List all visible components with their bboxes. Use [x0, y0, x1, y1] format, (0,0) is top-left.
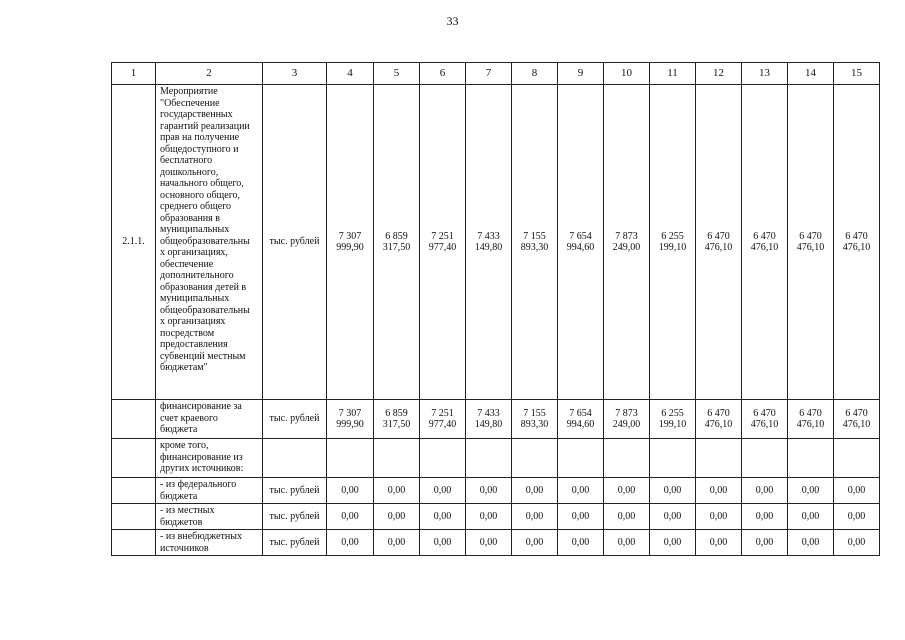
row-code: [112, 400, 156, 439]
value-cell: 7 654 994,60: [558, 400, 604, 439]
value-cell: 0,00: [742, 530, 788, 556]
value-cell: 0,00: [558, 504, 604, 530]
column-header: 11: [650, 63, 696, 85]
value-cell: [466, 439, 512, 478]
table-row: [112, 400, 880, 439]
value-cell: 6 470 476,10: [788, 85, 834, 400]
value-cell: 7 251 977,40: [420, 400, 466, 439]
value-cell: 6 859 317,50: [374, 85, 420, 400]
row-unit: [263, 439, 327, 478]
value-cell: 0,00: [696, 530, 742, 556]
value-cell: 0,00: [512, 530, 558, 556]
table-row: [112, 439, 880, 478]
value-cell: 7 433 149,80: [466, 400, 512, 439]
value-cell: 6 470 476,10: [788, 400, 834, 439]
value-cell: 0,00: [788, 530, 834, 556]
value-cell: 0,00: [696, 504, 742, 530]
value-cell: 7 873 249,00: [604, 85, 650, 400]
value-cell: 0,00: [512, 504, 558, 530]
value-cell: 0,00: [466, 478, 512, 504]
value-cell: 0,00: [604, 530, 650, 556]
value-cell: 6 470 476,10: [834, 85, 880, 400]
table-row: [112, 85, 880, 400]
value-cell: 0,00: [374, 504, 420, 530]
value-cell: 0,00: [420, 478, 466, 504]
row-name: - из местных бюджетов: [156, 504, 263, 530]
row-name: - из внебюджетных источников: [156, 530, 263, 556]
value-cell: 0,00: [466, 504, 512, 530]
value-cell: 6 470 476,10: [696, 400, 742, 439]
value-cell: 6 255 199,10: [650, 85, 696, 400]
value-cell: 7 155 893,30: [512, 400, 558, 439]
column-header: 1: [112, 63, 156, 85]
row-code: [112, 504, 156, 530]
row-name: финансирование за счет краевого бюджета: [156, 400, 263, 439]
value-cell: 0,00: [650, 530, 696, 556]
value-cell: 0,00: [420, 504, 466, 530]
value-cell: 7 433 149,80: [466, 85, 512, 400]
row-name: Мероприятие "Обеспечение государственных гарантий реализации прав на получение общедоступного и бесплатного дошкольного, начального общего, основного общего, среднего общего образования в муниципальных общеобразовательны х организациях, обеспечение дополнительного образования детей в муниципальных общеобразовательны х организациях посредством предоставления субвенций местным бюджетам": [156, 85, 263, 400]
value-cell: 6 470 476,10: [696, 85, 742, 400]
row-name: кроме того, финансирование из других источников:: [156, 439, 263, 478]
value-cell: 0,00: [834, 478, 880, 504]
column-header: 9: [558, 63, 604, 85]
value-cell: [512, 439, 558, 478]
value-cell: 0,00: [374, 530, 420, 556]
value-cell: 0,00: [512, 478, 558, 504]
column-header: 14: [788, 63, 834, 85]
value-cell: [604, 439, 650, 478]
value-cell: 7 873 249,00: [604, 400, 650, 439]
row-unit: тыс. рублей: [263, 85, 327, 400]
column-header: 7: [466, 63, 512, 85]
table-row: [112, 530, 880, 556]
value-cell: 0,00: [374, 478, 420, 504]
value-cell: 0,00: [742, 504, 788, 530]
value-cell: 7 155 893,30: [512, 85, 558, 400]
value-cell: 0,00: [327, 504, 374, 530]
value-cell: [374, 439, 420, 478]
table-header-row: [112, 63, 880, 85]
column-header: 13: [742, 63, 788, 85]
column-header: 12: [696, 63, 742, 85]
value-cell: 7 307 999,90: [327, 400, 374, 439]
budget-table: [111, 62, 880, 556]
value-cell: 6 470 476,10: [834, 400, 880, 439]
row-name: - из федерального бюджета: [156, 478, 263, 504]
value-cell: 0,00: [558, 478, 604, 504]
row-unit: тыс. рублей: [263, 400, 327, 439]
value-cell: [788, 439, 834, 478]
column-header: 10: [604, 63, 650, 85]
column-header: 6: [420, 63, 466, 85]
table-row: [112, 478, 880, 504]
value-cell: 0,00: [604, 504, 650, 530]
page-number: 33: [446, 14, 459, 28]
column-header: 8: [512, 63, 558, 85]
row-code: 2.1.1.: [112, 85, 156, 400]
value-cell: 0,00: [788, 504, 834, 530]
value-cell: [327, 439, 374, 478]
row-code: [112, 478, 156, 504]
value-cell: 0,00: [327, 530, 374, 556]
value-cell: 0,00: [420, 530, 466, 556]
row-unit: тыс. рублей: [263, 530, 327, 556]
value-cell: 7 251 977,40: [420, 85, 466, 400]
column-header: 15: [834, 63, 880, 85]
value-cell: 0,00: [742, 478, 788, 504]
value-cell: 6 470 476,10: [742, 400, 788, 439]
value-cell: [742, 439, 788, 478]
value-cell: 6 470 476,10: [742, 85, 788, 400]
column-header: 2: [156, 63, 263, 85]
value-cell: 0,00: [834, 530, 880, 556]
value-cell: 7 307 999,90: [327, 85, 374, 400]
value-cell: [420, 439, 466, 478]
table-row: [112, 504, 880, 530]
column-header: 5: [374, 63, 420, 85]
row-code: [112, 530, 156, 556]
value-cell: [558, 439, 604, 478]
row-unit: тыс. рублей: [263, 478, 327, 504]
value-cell: 0,00: [558, 530, 604, 556]
row-code: [112, 439, 156, 478]
value-cell: 0,00: [604, 478, 650, 504]
column-header: 3: [263, 63, 327, 85]
value-cell: [696, 439, 742, 478]
value-cell: 0,00: [834, 504, 880, 530]
value-cell: 0,00: [650, 504, 696, 530]
value-cell: [650, 439, 696, 478]
value-cell: [834, 439, 880, 478]
value-cell: 7 654 994,60: [558, 85, 604, 400]
row-unit: тыс. рублей: [263, 504, 327, 530]
value-cell: 0,00: [696, 478, 742, 504]
value-cell: 0,00: [788, 478, 834, 504]
value-cell: 6 255 199,10: [650, 400, 696, 439]
value-cell: 0,00: [327, 478, 374, 504]
column-header: 4: [327, 63, 374, 85]
value-cell: 6 859 317,50: [374, 400, 420, 439]
value-cell: 0,00: [466, 530, 512, 556]
value-cell: 0,00: [650, 478, 696, 504]
